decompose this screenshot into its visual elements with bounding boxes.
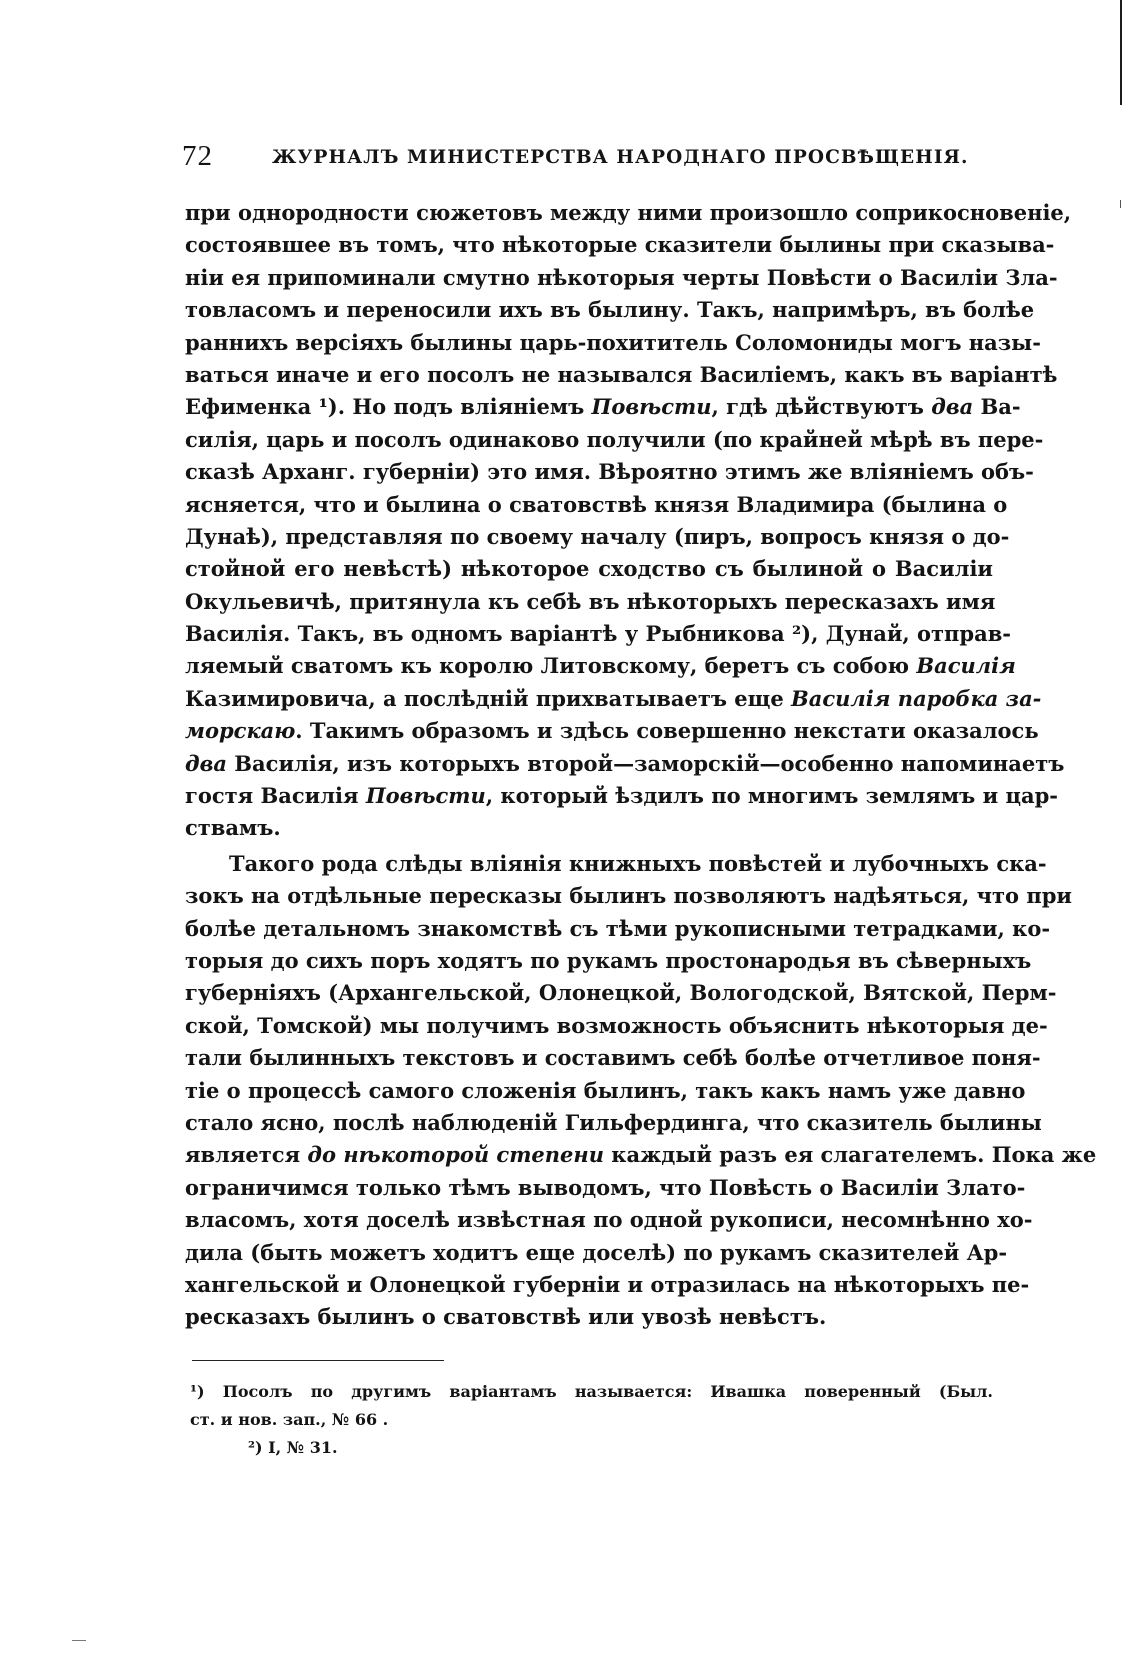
text-run: ваться иначе и его посолъ не назывался Василіемъ, какъ въ варіантѣ (185, 361, 1058, 387)
text-run: силія, царь и посолъ одинаково получили (по крайней мѣрѣ въ пере- (185, 426, 1044, 452)
text-line (185, 618, 1012, 650)
text-line (185, 1301, 993, 1333)
text-run: хангельской и Олонецкой губерніи и отразилась на нѣкоторыхъ пе- (185, 1271, 1030, 1297)
footnote-line: ²) I, № 31. (248, 1438, 338, 1457)
text-run: сказѣ Арханг. губерніи) это имя. Вѣроятно этимъ же вліяніемъ объ- (185, 459, 1034, 485)
text-line (185, 812, 993, 844)
italic-run: до нѣкоторой степени (307, 1142, 604, 1168)
text-run: товласомъ и переносили ихъ въ былину. Такъ, напримѣръ, въ болѣе (185, 297, 1035, 323)
text-line (185, 913, 1051, 945)
page-edge-line (1120, 0, 1122, 105)
text-line (185, 391, 1021, 423)
body-text (185, 197, 1097, 1334)
italic-run: Повѣсти (591, 394, 712, 420)
italic-run: Василія паробка за- (791, 685, 1042, 711)
page-corner-mark (72, 1640, 86, 1641)
italic-run: Повѣсти (365, 783, 486, 809)
text-run: Василія. Такъ, въ одномъ варіантѣ у Рыбникова ²), Дунай, отправ- (185, 621, 1012, 647)
text-line (185, 553, 993, 585)
text-run: Такого рода слѣды вліянія книжныхъ повѣстей и лубочныхъ ска- (229, 850, 1047, 876)
text-run: губерніяхъ (Архангельской, Олонецкой, Вологодской, Вятской, Перм- (185, 980, 1057, 1006)
text-line (185, 748, 1065, 780)
italic-run: два (931, 394, 974, 420)
text-run: ляемый сватомъ къ королю Литовскому, беретъ съ собою (185, 653, 917, 679)
text-line (185, 294, 1035, 326)
text-run: гостя Василія (185, 783, 366, 809)
text-line (185, 1042, 1041, 1074)
footnotes (190, 1378, 993, 1462)
footnote-separator (192, 1360, 444, 1361)
text-run: при однородности сюжетовъ между ними произошло соприкосновеніе, (185, 200, 1072, 225)
text-run: Казимировича, а послѣдній прихватываетъ еще (185, 685, 792, 711)
text-run: Ефименка ¹). Но подъ вліяніемъ (185, 394, 592, 420)
text-line (185, 424, 1044, 456)
italic-run: морскаю (185, 718, 296, 744)
text-run: власомъ, хотя доселѣ извѣстная по одной рукописи, несомнѣнно хо- (185, 1207, 1033, 1233)
paragraph (185, 848, 1097, 1334)
running-header (182, 140, 982, 184)
text-run: стойной его невѣстѣ) нѣкоторое сходство съ былиной о Василіи (185, 556, 993, 582)
text-line (185, 1204, 1033, 1236)
text-run: , гдѣ дѣйствуютъ (711, 394, 932, 420)
page-edge-mark (1120, 200, 1121, 208)
text-line (185, 521, 1010, 553)
text-line (185, 1172, 1026, 1204)
text-run: тіе о процессѣ самого сложенія былинъ, такъ какъ намъ уже давно (185, 1077, 1026, 1103)
text-run: тали былинныхъ текстовъ и составимъ себѣ болѣе отчетливое поня- (185, 1045, 1041, 1071)
footnote-line: ст. и нов. зап., № 66 . (190, 1410, 389, 1429)
text-line (185, 456, 1034, 488)
footnote (190, 1434, 993, 1462)
text-line (185, 977, 1057, 1009)
text-line (185, 1075, 1026, 1107)
text-run: ограничимся только тѣмъ выводомъ, что Повѣсть о Василіи Злато- (185, 1174, 1026, 1200)
italic-run: Василія (916, 653, 1016, 679)
text-run: стало ясно, послѣ наблюденій Гильфердинга, что сказитель былины (185, 1109, 1042, 1135)
text-run: ніи ея припоминали смутно нѣкоторыя черты Повѣсти о Василіи Зла- (185, 264, 1058, 290)
running-title: ЖУРНАЛЪ МИНИСТЕРСТВА НАРОДНАГО ПРОСВѢЩЕНІЯ. (272, 147, 969, 168)
text-run: ресказахъ былинъ о сватовствѣ или увозѣ невѣстъ. (185, 1304, 827, 1330)
text-line (185, 1107, 1042, 1139)
text-run: зокъ на отдѣльные пересказы былинъ позволяютъ надѣяться, что при (185, 883, 1072, 909)
text-run: ствамъ. (185, 815, 281, 841)
text-run: ясняется, что и былина о сватовствѣ князя Владимира (былина о (185, 491, 1008, 517)
text-run: каждый разъ ея слагателемъ. Пока же (604, 1142, 1097, 1168)
page-number: 72 (182, 140, 213, 172)
footnote-line: ¹) Посолъ по другимъ варіантамъ называется: Ивашка поверенный (Был. (190, 1382, 993, 1401)
text-line (185, 715, 1039, 747)
text-line (185, 489, 1008, 521)
text-line (185, 1237, 1008, 1269)
text-line (185, 683, 1042, 715)
text-run: торыя до сихъ поръ ходятъ по рукамъ простонародья въ сѣверныхъ (185, 947, 1032, 973)
paragraph (185, 197, 1072, 845)
text-run: является (185, 1142, 308, 1168)
text-line (185, 880, 1072, 912)
text-line (185, 262, 1058, 294)
text-run: Окульевичѣ, притянула къ себѣ въ нѣкоторыхъ пересказахъ имя (185, 588, 996, 614)
text-line (185, 1139, 1097, 1171)
italic-run: два (185, 750, 227, 776)
text-line (185, 229, 1055, 261)
text-run: , который ѣздилъ по многимъ землямъ и цар- (485, 783, 1059, 809)
text-line (185, 848, 1047, 880)
text-run: состоявшее въ томъ, что нѣкоторые сказители былины при сказыва- (185, 232, 1055, 258)
text-line (185, 1269, 1030, 1301)
text-run: . Такимъ образомъ и здѣсь совершенно некстати оказалось (295, 718, 1039, 744)
text-run: дила (быть можетъ ходитъ еще доселѣ) по рукамъ сказителей Ар- (185, 1239, 1008, 1265)
text-line (185, 780, 1059, 812)
text-run: ской, Томской) мы получимъ возможность объяснить нѣкоторыя де- (185, 1012, 1048, 1038)
text-run: Дунаѣ), представляя по своему началу (пиръ, вопросъ князя о до- (185, 523, 1010, 549)
text-line (185, 945, 1032, 977)
text-line (185, 586, 996, 618)
text-run: болѣе детальномъ знакомствѣ съ тѣми рукописными тетрадками, ко- (185, 915, 1051, 941)
text-line (185, 327, 1041, 359)
text-line (185, 197, 1072, 229)
text-run: Василія, изъ которыхъ второй—заморскій—особенно напоминаетъ (227, 750, 1065, 776)
footnote (190, 1378, 993, 1434)
text-line (185, 1010, 1048, 1042)
text-line (185, 650, 1016, 682)
text-line (185, 359, 1058, 391)
text-run: Ва- (973, 394, 1021, 420)
text-run: раннихъ версіяхъ былины царь-похититель Соломониды могъ назы- (185, 329, 1041, 355)
